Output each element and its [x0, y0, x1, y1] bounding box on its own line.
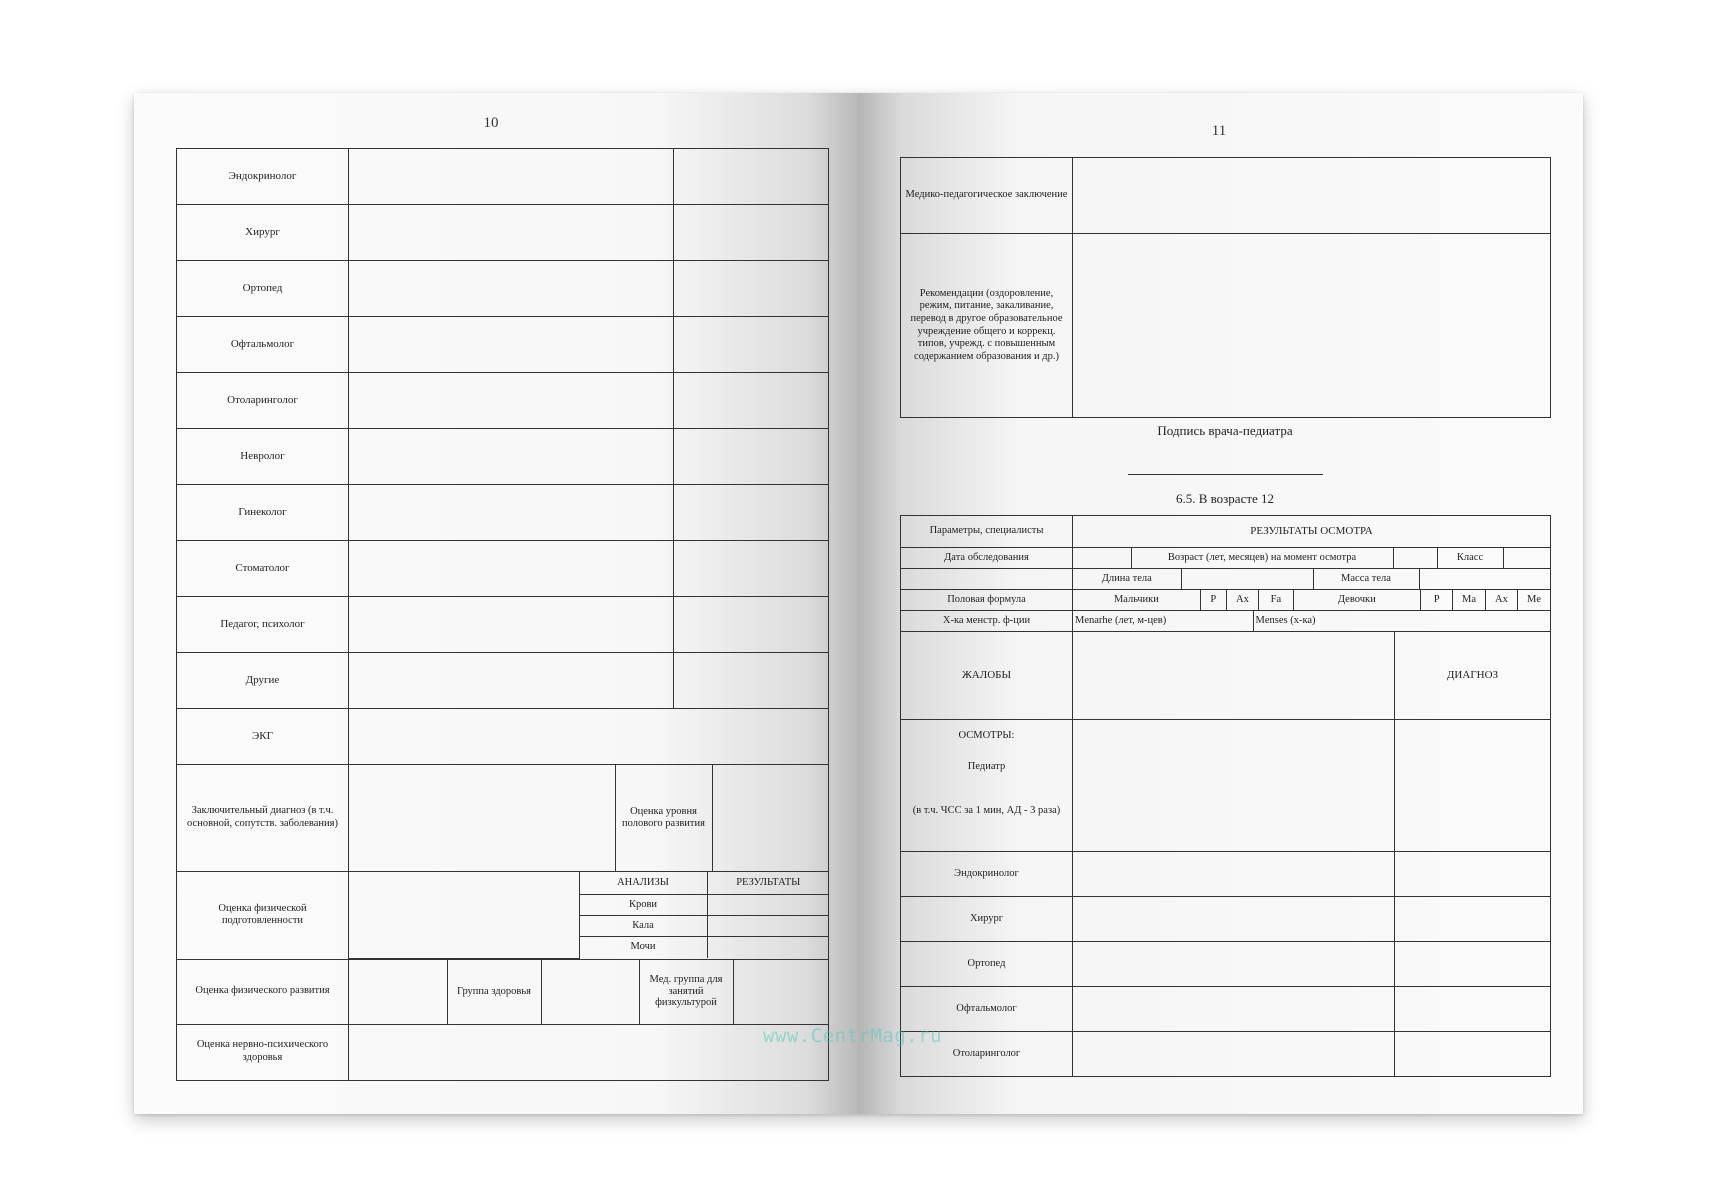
boys-code-fa: Fa	[1259, 590, 1294, 610]
neuro-label: Оценка нервно-психического здоровья	[177, 1024, 349, 1080]
spec-value-otolaryngologist[interactable]	[1073, 1032, 1395, 1077]
analyses-header: АНАЛИЗЫ	[579, 872, 707, 894]
row-value-neurologist[interactable]	[349, 429, 674, 485]
spec-diag-otolaryngologist[interactable]	[1395, 1032, 1551, 1077]
row-label-ekg: ЭКГ	[177, 709, 349, 765]
complaints-value[interactable]	[1073, 632, 1395, 720]
phys-prep-value[interactable]	[349, 872, 579, 958]
exam-date-label: Дата обследования	[901, 548, 1073, 569]
row-extra-orthopedist[interactable]	[674, 261, 829, 317]
med-group-label: Мед. группа для занятий физкультурой	[639, 960, 733, 1024]
boys-code-ax: Ax	[1226, 590, 1258, 610]
neuro-value[interactable]	[349, 1024, 829, 1080]
girls-code-me: Me	[1518, 590, 1550, 610]
sexual-dev-label: Оценка уровня полового развития	[615, 765, 712, 871]
spec-label-orthopedist: Ортопед	[901, 942, 1073, 987]
length-row-empty	[901, 569, 1073, 590]
sexual-dev-value[interactable]	[712, 765, 829, 871]
health-group-value[interactable]	[541, 960, 639, 1024]
row-extra-ophthalmologist[interactable]	[674, 317, 829, 373]
boys-code-p: P	[1200, 590, 1226, 610]
pediatrician-label: Педиатр	[967, 760, 1006, 772]
girls-code-ax: Ax	[1485, 590, 1517, 610]
analysis-urine: Мочи	[579, 936, 707, 958]
row-label-endocrinologist: Эндокринолог	[177, 149, 349, 205]
exam-date-value[interactable]	[1073, 548, 1131, 568]
recommendations-value[interactable]	[1073, 234, 1551, 418]
hr-note: (в т.ч. ЧСС за 1 мин, АД - 3 раза)	[912, 805, 1061, 817]
page-number-right: 11	[1211, 123, 1227, 139]
spec-label-otolaryngologist: Отоларинголог	[901, 1032, 1073, 1077]
menstr-label: Х-ка менстр. ф-ции	[901, 611, 1073, 632]
spec-diag-ophthalmologist[interactable]	[1395, 987, 1551, 1032]
row-label-gynecologist: Гинеколог	[177, 485, 349, 541]
spec-label-endocrinologist: Эндокринолог	[901, 852, 1073, 897]
row-extra-gynecologist[interactable]	[674, 485, 829, 541]
row-value-endocrinologist[interactable]	[349, 149, 674, 205]
mass-label: Масса тела	[1313, 569, 1419, 589]
results-exam-header: РЕЗУЛЬТАТЫ ОСМОТРА	[1073, 516, 1551, 548]
row-value-gynecologist[interactable]	[349, 485, 674, 541]
params-label: Параметры, специалисты	[901, 516, 1073, 548]
row-value-otolaryngologist[interactable]	[349, 373, 674, 429]
age-value[interactable]	[1393, 548, 1437, 568]
health-group-label: Группа здоровья	[447, 960, 541, 1024]
girls-label: Девочки	[1293, 590, 1420, 610]
analysis-blood: Крови	[579, 894, 707, 915]
spec-value-orthopedist[interactable]	[1073, 942, 1395, 987]
sex-formula-block	[1073, 590, 1551, 611]
spec-label-surgeon: Хирург	[901, 897, 1073, 942]
spec-diag-surgeon[interactable]	[1395, 897, 1551, 942]
row-label-neurologist: Невролог	[177, 429, 349, 485]
exams-block-label	[901, 720, 1073, 852]
length-value[interactable]	[1181, 569, 1313, 589]
left-form-table	[176, 148, 829, 1081]
final-diagnosis-value[interactable]	[349, 765, 615, 871]
row-label-ophthalmologist: Офтальмолог	[177, 317, 349, 373]
med-ped-label: Медико-педагогическое заключение	[901, 158, 1073, 234]
menses-label: Menses (х-ка)	[1253, 611, 1551, 631]
complaints-label: ЖАЛОБЫ	[901, 632, 1073, 720]
row-label-dentist: Стоматолог	[177, 541, 349, 597]
pediatrician-diagnosis[interactable]	[1395, 720, 1551, 852]
spec-label-ophthalmologist: Офтальмолог	[901, 987, 1073, 1032]
final-diagnosis-label: Заключительный диагноз (в т.ч. основной, сопутств. заболевания)	[177, 765, 349, 872]
signature-line[interactable]	[1128, 474, 1323, 475]
phys-prep-label: Оценка физической подготовленности	[177, 872, 349, 960]
spec-diag-orthopedist[interactable]	[1395, 942, 1551, 987]
row-extra-others[interactable]	[674, 653, 829, 709]
exam-date-block	[1073, 548, 1551, 569]
row-label-otolaryngologist: Отоларинголог	[177, 373, 349, 429]
analysis-urine-result[interactable]	[707, 936, 829, 958]
menarche-label: Menarhe (лет, м-цев)	[1073, 611, 1253, 631]
row-value-ekg[interactable]	[349, 709, 829, 765]
recommendations-label: Рекомендации (оздоровление, режим, питание, закаливание, перевод в другое образовательное учреждение общего и коррекц. типов, учрежд. с повышенным содержанием образования и др.)	[901, 234, 1073, 418]
row-value-others[interactable]	[349, 653, 674, 709]
row-extra-dentist[interactable]	[674, 541, 829, 597]
class-label: Класс	[1437, 548, 1503, 568]
row-extra-neurologist[interactable]	[674, 429, 829, 485]
phys-dev-label: Оценка физического развития	[177, 959, 349, 1024]
row-value-ophthalmologist[interactable]	[349, 317, 674, 373]
spec-value-ophthalmologist[interactable]	[1073, 987, 1395, 1032]
results-header: РЕЗУЛЬТАТЫ	[707, 872, 829, 894]
section-title: 6.5. В возрасте 12	[1175, 491, 1275, 506]
right-top-table	[900, 157, 1551, 418]
analysis-stool-result[interactable]	[707, 915, 829, 936]
analysis-blood-result[interactable]	[707, 894, 829, 915]
analysis-stool: Кала	[579, 915, 707, 936]
row-label-surgeon: Хирург	[177, 205, 349, 261]
left-page	[134, 93, 858, 1114]
row-value-orthopedist[interactable]	[349, 261, 674, 317]
med-ped-value[interactable]	[1073, 158, 1551, 234]
med-group-value[interactable]	[733, 960, 829, 1024]
menstr-block	[1073, 611, 1551, 632]
row-value-surgeon[interactable]	[349, 205, 674, 261]
phys-dev-block	[349, 959, 829, 1024]
page-number-left: 10	[483, 115, 499, 131]
row-label-others: Другие	[177, 653, 349, 709]
right-page	[858, 93, 1583, 1114]
row-label-pedagogue: Педагог, психолог	[177, 597, 349, 653]
sex-formula-label: Половая формула	[901, 590, 1073, 611]
spec-value-endocrinologist[interactable]	[1073, 852, 1395, 897]
class-value[interactable]	[1503, 548, 1551, 568]
row-label-orthopedist: Ортопед	[177, 261, 349, 317]
pediatrician-value[interactable]	[1073, 720, 1395, 852]
final-diagnosis-block	[349, 765, 829, 872]
row-extra-otolaryngologist[interactable]	[674, 373, 829, 429]
exams-label: ОСМОТРЫ:	[958, 730, 1015, 741]
phys-prep-block	[349, 872, 829, 960]
row-extra-pedagogue[interactable]	[674, 597, 829, 653]
boys-label: Мальчики	[1073, 590, 1200, 610]
watermark: www.CentrMag.ru	[763, 1025, 943, 1047]
phys-dev-value[interactable]	[349, 960, 447, 1024]
row-value-pedagogue[interactable]	[349, 597, 674, 653]
girls-code-p: P	[1420, 590, 1452, 610]
spec-diag-endocrinologist[interactable]	[1395, 852, 1551, 897]
row-extra-surgeon[interactable]	[674, 205, 829, 261]
row-extra-endocrinologist[interactable]	[674, 149, 829, 205]
girls-code-ma: Ma	[1453, 590, 1485, 610]
age-label: Возраст (лет, месяцев) на момент осмотра	[1131, 548, 1393, 568]
diagnosis-label: ДИАГНОЗ	[1395, 632, 1551, 720]
row-value-dentist[interactable]	[349, 541, 674, 597]
right-exam-table	[900, 515, 1551, 1077]
signature-label: Подпись врача-педиатра	[1157, 423, 1293, 438]
length-label: Длина тела	[1073, 569, 1181, 589]
spec-value-surgeon[interactable]	[1073, 897, 1395, 942]
booklet	[134, 93, 1583, 1114]
mass-value[interactable]	[1419, 569, 1551, 589]
length-block	[1073, 569, 1551, 590]
